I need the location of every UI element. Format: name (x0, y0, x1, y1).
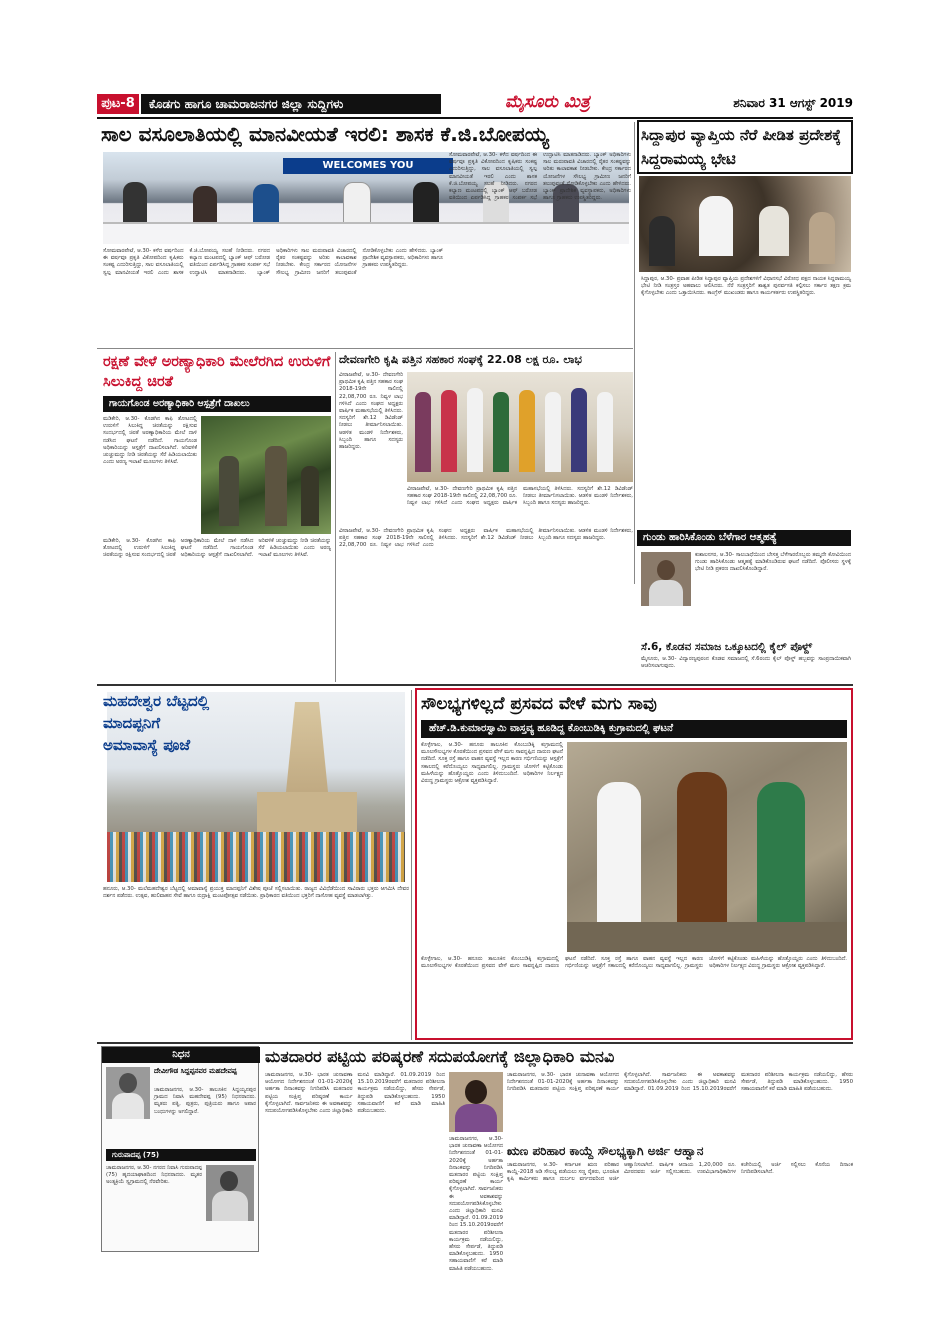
story9-portrait (449, 1072, 503, 1132)
newspaper-page (97, 92, 853, 1272)
story4-headline: ದೇವಣಗೇರಿ ಕೃಷಿ ಪತ್ತಿನ ಸಹಕಾರ ಸಂಘಕ್ಕೆ 22.08 ಲಕ್ಷ ರೂ. ಲಾಭ (339, 353, 582, 366)
story5-headline: ಗುಂಡು ಹಾರಿಸಿಕೊಂಡು ಬೆಳೆಗಾರ ಆತ್ಮಹತ್ಯೆ (637, 530, 851, 546)
story3-subhead: ಗಾಯಗೊಂಡ ಅರಣ್ಯಾಧಿಕಾರಿ ಆಸ್ಪತ್ರೆಗೆ ದಾಖಲು (103, 396, 331, 412)
story10-body: ಚಾಮರಾಜನಗರ, ಆ.30- ಕರ್ನಾಟಕ ಋಣ ಪರಿಹಾರ ಕಾಯ್ದೆ-2018 ಅಡಿ ಸೌಲಭ್ಯ ಪಡೆಯಲು ಸಣ್ಣ ರೈತರು, ಭೂರಹಿತ ಕೃಷಿ ಕಾರ್ಮಿಕರು ಹಾಗೂ ದುರ್ಬಲ ವರ್ಗದವರಿಂದ ಅರ್ಜಿ ಆಹ್ವಾನಿಸಲಾಗಿದೆ. ವಾರ್ಷಿಕ ಆದಾಯ 1,20,000 ರೂ. ಮೀರದವರು ಅರ್ಜಿ ಸಲ್ಲಿಸಬಹುದು. ಉಪವಿಭಾಗಾಧಿಕಾರಿಗಳ ಕಚೇರಿಯಲ್ಲಿ ಅರ್ಜಿ ಸಲ್ಲಿಸಲು ಕೊನೆಯ ದಿನಾಂಕ ನಿಗದಿಪಡಿಸಲಾಗಿದೆ. (507, 1162, 853, 1183)
story3-body: ಮಡಿಕೇರಿ, ಆ.30- ಕೊಡಗಿನ ಕಾಫಿ ತೋಟದಲ್ಲಿ ಉರುಳಿಗೆ ಸಿಲುಕಿದ್ದ ಚಿರತೆಯನ್ನು ರಕ್ಷಿಸುವ ಸಂದರ್ಭದಲ್ಲಿ ಚಿರತೆ ಅರಣ್ಯಾಧಿಕಾರಿಯ ಮೇಲೆ ದಾಳಿ ನಡೆಸಿದ ಘಟನೆ ನಡೆದಿದೆ. ಗಾಯಗೊಂಡ ಅಧಿಕಾರಿಯನ್ನು ಆಸ್ಪತ್ರೆಗೆ ದಾಖಲಿಸಲಾಗಿದೆ. ಅರಿವಳಿಕೆ ಚುಚ್ಚುಮದ್ದು ನೀಡಿ ಚಿರತೆಯನ್ನು ಸೆರೆ ಹಿಡಿಯಲಾಯಿತು ಎಂದು ಅರಣ್ಯ ಇಲಾಖೆ ಮೂಲಗಳು ತಿಳಿಸಿವೆ. (103, 416, 197, 466)
story2-headline: ಸಿದ್ದಾಪುರ ವ್ಯಾಪ್ತಿಯ ನೆರೆ ಪೀಡಿತ ಪ್ರದೇಶಕ್ಕೆ ಸಿದ್ದರಾಮಯ್ಯ ಭೇಟಿ (641, 126, 841, 168)
story1-body: ಸೋಮವಾರಪೇಟೆ, ಆ.30- ಕಳೆದ ವರ್ಷದಿಂದ ಈ ವರ್ಷವೂ ಪ್ರಕೃತಿ ವಿಕೋಪದಿಂದ ಕೃಷಿಕರು ಸಂಕಷ್ಟ ಎದುರಿಸುತ್ತಿದ್ದು, ಸಾಲ ವಸೂಲಾತಿಯಲ್ಲಿ ಸ್ವಲ್ಪ ಮಾನವೀಯತೆ ಇರಲಿ ಎಂದು ಶಾಸಕ ಕೆ.ಜಿ.ಬೋಪಯ್ಯ ಸಲಹೆ ನೀಡಿದರು. ನಗರದ ಕಲ್ಯಾಣ ಮಂಟಪದಲ್ಲಿ ಬ್ಯಾಂಕ್ ಆಫ್ ಬರೋಡ ವತಿಯಿಂದ ಏರ್ಪಡಿಸಿದ್ದ ಗ್ರಾಹಕರ ಸಂಪರ್ಕ ಸಭೆ ಉದ್ಘಾಟಿಸಿ ಮಾತನಾಡಿದರು. ಬ್ಯಾಂಕ್ ಅಧಿಕಾರಿಗಳು ಸಾಲ ಮರುಪಾವತಿ ವಿಚಾರದಲ್ಲಿ ರೈತರ ಸಂಕಷ್ಟವನ್ನು ಅರಿತು ಕಾಲಾವಕಾಶ ನೀಡಬೇಕು. ಕೇಂದ್ರ ಸರ್ಕಾರದ ಯೋಜನೆಗಳ ಸೌಲಭ್ಯ ಗ್ರಾಮೀಣ ಜನರಿಗೆ ತಲುಪುವಂತೆ ನೋಡಿಕೊಳ್ಳಬೇಕು ಎಂದು ಹೇಳಿದರು. ಬ್ಯಾಂಕ್ ಪ್ರಾದೇಶಿಕ ವ್ಯವಸ್ಥಾಪಕರು, ಅಧಿಕಾರಿಗಳು ಹಾಗೂ ಗ್ರಾಹಕರು ಉಪಸ್ಥಿತರಿದ್ದರು. (103, 248, 443, 276)
story2-photo (639, 176, 851, 272)
obituary-photo-2 (206, 1165, 254, 1221)
story4-body: ವೀರಾಜಪೇಟೆ, ಆ.30- ದೇವಣಗೇರಿ ಪ್ರಾಥಮಿಕ ಕೃಷಿ ಪತ್ತಿನ ಸಹಕಾರ ಸಂಘ 2018-19ನೇ ಸಾಲಿನಲ್ಲಿ 22,08,700 ರೂ. ನಿವ್ವಳ ಲಾಭ ಗಳಿಸಿದೆ ಎಂದು ಸಂಘದ ಅಧ್ಯಕ್ಷರು ವಾರ್ಷಿಕ ಮಹಾಸಭೆಯಲ್ಲಿ ತಿಳಿಸಿದರು. ಸದಸ್ಯರಿಗೆ ಶೇ.12 ಡಿವಿಡೆಂಡ್ ನೀಡಲು ತೀರ್ಮಾನಿಸಲಾಯಿತು. ಆಡಳಿತ ಮಂಡಳಿ ನಿರ್ದೇಶಕರು, ಸಿಬ್ಬಂದಿ ಹಾಗೂ ಸದಸ್ಯರು ಹಾಜರಿದ್ದರು. (339, 372, 403, 451)
story6-body: ಮೈಸೂರು, ಆ.30- ವಿದ್ಯಾರಣ್ಯಪುರಂನ ಕೊಡವ ಸಮಾಜದಲ್ಲಿ ಸೆ.6ರಂದು ಕೈಲ್ ಪೊಳ್ದ್ ಹಬ್ಬವನ್ನು ಸಾಂಪ್ರದಾಯಿಕವಾಗಿ ಆಚರಿಸಲಾಗುವುದು. (641, 656, 851, 670)
story7-headline-line1: ಮಹದೇಶ್ವರ ಬೆಟ್ಟದಲ್ಲಿ (103, 692, 210, 710)
story9-headline: ಮತದಾರರ ಪಟ್ಟಿಯ ಪರಿಷ್ಕರಣೆ ಸದುಪಯೋಗಕ್ಕೆ ಜಿಲ್ಲಾಧಿಕಾರಿ ಮನವಿ (265, 1047, 615, 1066)
story7-headline-line2: ಮಾದಪ್ಪನಿಗೆ (103, 714, 161, 732)
story4-body-cont: ವೀರಾಜಪೇಟೆ, ಆ.30- ದೇವಣಗೇರಿ ಪ್ರಾಥಮಿಕ ಕೃಷಿ ಪತ್ತಿನ ಸಹಕಾರ ಸಂಘ 2018-19ನೇ ಸಾಲಿನಲ್ಲಿ 22,08,700 ರೂ. ನಿವ್ವಳ ಲಾಭ ಗಳಿಸಿದೆ ಎಂದು ಸಂಘದ ಅಧ್ಯಕ್ಷರು ವಾರ್ಷಿಕ ಮಹಾಸಭೆಯಲ್ಲಿ ತಿಳಿಸಿದರು. ಸದಸ್ಯರಿಗೆ ಶೇ.12 ಡಿವಿಡೆಂಡ್ ನೀಡಲು ತೀರ್ಮಾನಿಸಲಾಯಿತು. ಆಡಳಿತ ಮಂಡಳಿ ನಿರ್ದೇಶಕರು, ಸಿಬ್ಬಂದಿ ಹಾಗೂ ಸದಸ್ಯರು ಹಾಜರಿದ್ದರು. (407, 486, 633, 507)
mid-rule (97, 684, 853, 686)
story4-body-more: ವೀರಾಜಪೇಟೆ, ಆ.30- ದೇವಣಗೇರಿ ಪ್ರಾಥಮಿಕ ಕೃಷಿ ಪತ್ತಿನ ಸಹಕಾರ ಸಂಘ 2018-19ನೇ ಸಾಲಿನಲ್ಲಿ 22,08,700 ರೂ. ನಿವ್ವಳ ಲಾಭ ಗಳಿಸಿದೆ ಎಂದು ಸಂಘದ ಅಧ್ಯಕ್ಷರು ವಾರ್ಷಿಕ ಮಹಾಸಭೆಯಲ್ಲಿ ತಿಳಿಸಿದರು. ಸದಸ್ಯರಿಗೆ ಶೇ.12 ಡಿವಿಡೆಂಡ್ ನೀಡಲು ತೀರ್ಮಾನಿಸಲಾಯಿತು. ಆಡಳಿತ ಮಂಡಳಿ ನಿರ್ದೇಶಕರು, ಸಿಬ್ಬಂದಿ ಹಾಗೂ ಸದಸ್ಯರು ಹಾಜರಿದ್ದರು. (339, 528, 633, 549)
obituary-name-2: ಗುರುಪಾದಪ್ಪ (75) (106, 1149, 256, 1161)
story4-photo (407, 372, 633, 482)
story5-body: ಕುಶಾಲನಗರ, ಆ.30- ಸಾಲಬಾಧೆಯಿಂದ ಬೇಸತ್ತ ಬೆಳೆಗಾರರೊಬ್ಬರು ತಮ್ಮದೇ ಕೋವಿಯಿಂದ ಗುಂಡು ಹಾರಿಸಿಕೊಂಡು ಆತ್ಮಹತ್ಯೆ ಮಾಡಿಕೊಂಡಿರುವ ಘಟನೆ ನಡೆದಿದೆ. ಪೊಲೀಸರು ಸ್ಥಳಕ್ಕೆ ಭೇಟಿ ನೀಡಿ ಪ್ರಕರಣ ದಾಖಲಿಸಿಕೊಂಡಿದ್ದಾರೆ. (695, 552, 851, 573)
column-rule-2 (335, 352, 336, 682)
story3-headline: ರಕ್ಷಣೆ ವೇಳೆ ಅರಣ್ಯಾಧಿಕಾರಿ ಮೇಲೆರಗಿದ ಉರುಳಿಗೆ ಸಿಲುಕಿದ್ದ ಚಿರತೆ (103, 354, 331, 390)
column-rule-3 (411, 690, 412, 1040)
header-rule (97, 117, 853, 119)
section-title: ಕೊಡಗು ಹಾಗೂ ಚಾಮರಾಜನಗರ ಜಿಲ್ಲಾ ಸುದ್ದಿಗಳು (141, 94, 441, 114)
story9-body-cont: ಚಾಮರಾಜನಗರ, ಆ.30- ಭಾರತ ಚುನಾವಣಾ ಆಯೋಗದ ನಿರ್ದೇಶನದಂತೆ 01-01-2020ಕ್ಕೆ ಅರ್ಹತಾ ದಿನಾಂಕವನ್ನು ನಿಗದಿಪಡಿಸಿ ಮತದಾರರ ಪಟ್ಟಿಯ ಸಂಕ್ಷಿಪ್ತ ಪರಿಷ್ಕರಣೆ ಕಾರ್ಯ ಕೈಗೊಳ್ಳಲಾಗಿದೆ. ಸಾರ್ವಜನಿಕರು ಈ ಅವಕಾಶವನ್ನು ಸದುಪಯೋಗಪಡಿಸಿಕೊಳ್ಳಬೇಕು ಎಂದು ಜಿಲ್ಲಾಧಿಕಾರಿ ಮನವಿ ಮಾಡಿದ್ದಾರೆ. 01.09.2019 ರಿಂದ 15.10.2019ರವರೆಗೆ ಮತದಾರರ ಪರಿಶೀಲನಾ ಕಾರ್ಯಕ್ರಮ ನಡೆಯಲಿದ್ದು, ಹೆಸರು ಸೇರ್ಪಡೆ, ತಿದ್ದುಪಡಿ ಮಾಡಿಕೊಳ್ಳಬಹುದು. 1950 ಸಹಾಯವಾಣಿಗೆ ಕರೆ ಮಾಡಿ ಮಾಹಿತಿ ಪಡೆಯಬಹುದು. (449, 1136, 503, 1272)
story3-photo (201, 416, 331, 534)
story6-headline: ಸೆ.6, ಕೊಡವ ಸಮಾಜ ಒಕ್ಕೂಟದಲ್ಲಿ ಕೈಲ್ ಪೊಳ್ದ್ (641, 641, 813, 653)
obituary-title: ನಿಧನ (102, 1047, 260, 1063)
story8-body-cont: ಕೊಳ್ಳೇಗಾಲ, ಆ.30- ಹನೂರು ತಾಲೂಕಿನ ಕೊಂಬುಡಿಕ್ಕಿ ಕುಗ್ರಾಮದಲ್ಲಿ ಮೂಲಸೌಲಭ್ಯಗಳ ಕೊರತೆಯಿಂದ ಪ್ರಸವದ ವೇಳೆ ಮಗು ಸಾವನ್ನಪ್ಪಿದ ದಾರುಣ ಘಟನೆ ನಡೆದಿದೆ. ಸೂಕ್ತ ರಸ್ತೆ ಹಾಗೂ ವಾಹನ ವ್ಯವಸ್ಥೆ ಇಲ್ಲದ ಕಾರಣ ಗರ್ಭಿಣಿಯನ್ನು ಆಸ್ಪತ್ರೆಗೆ ಸಕಾಲದಲ್ಲಿ ಕರೆದೊಯ್ಯಲು ಸಾಧ್ಯವಾಗಲಿಲ್ಲ. ಗ್ರಾಮಸ್ಥರು ಜೋಳಿಗೆ ಕಟ್ಟಿಕೊಂಡು ಮಹಿಳೆಯನ್ನು ಹೊತ್ತೊಯ್ದರು ಎಂದು ತಿಳಿದುಬಂದಿದೆ. ಅಧಿಕಾರಿಗಳ ನಿರ್ಲಕ್ಷ್ಯದ ವಿರುದ್ಧ ಗ್ರಾಮಸ್ಥರು ಆಕ್ರೋಶ ವ್ಯಕ್ತಪಡಿಸಿದ್ದಾರೆ. (421, 956, 847, 970)
story9-body: ಚಾಮರಾಜನಗರ, ಆ.30- ಭಾರತ ಚುನಾವಣಾ ಆಯೋಗದ ನಿರ್ದೇಶನದಂತೆ 01-01-2020ಕ್ಕೆ ಅರ್ಹತಾ ದಿನಾಂಕವನ್ನು ನಿಗದಿಪಡಿಸಿ ಮತದಾರರ ಪಟ್ಟಿಯ ಸಂಕ್ಷಿಪ್ತ ಪರಿಷ್ಕರಣೆ ಕಾರ್ಯ ಕೈಗೊಳ್ಳಲಾಗಿದೆ. ಸಾರ್ವಜನಿಕರು ಈ ಅವಕಾಶವನ್ನು ಸದುಪಯೋಗಪಡಿಸಿಕೊಳ್ಳಬೇಕು ಎಂದು ಜಿಲ್ಲಾಧಿಕಾರಿ ಮನವಿ ಮಾಡಿದ್ದಾರೆ. 01.09.2019 ರಿಂದ 15.10.2019ರವರೆಗೆ ಮತದಾರರ ಪರಿಶೀಲನಾ ಕಾರ್ಯಕ್ರಮ ನಡೆಯಲಿದ್ದು, ಹೆಸರು ಸೇರ್ಪಡೆ, ತಿದ್ದುಪಡಿ ಮಾಡಿಕೊಳ್ಳಬಹುದು. 1950 ಸಹಾಯವಾಣಿಗೆ ಕರೆ ಮಾಡಿ ಮಾಹಿತಿ ಪಡೆಯಬಹುದು. (265, 1072, 445, 1115)
masthead-logo: ಮೈಸೂರು ಮಿತ್ರ (505, 92, 590, 112)
obituary-body-2: ಚಾಮರಾಜನಗರ, ಆ.30- ನಗರದ ನಿವಾಸಿ ಗುರುಪಾದಪ್ಪ (75) ಹೃದಯಾಘಾತದಿಂದ ನಿಧನರಾದರು. ಮೃತರ ಅಂತ್ಯಕ್ರಿಯೆ ಸ್ವಗ್ರಾಮದಲ್ಲಿ ನೆರವೇರಿತು. (106, 1165, 202, 1186)
obituary-body-1: ಚಾಮರಾಜನಗರ, ಆ.30- ತಾಲೂಕಿನ ಸಿದ್ದಯ್ಯನಪುರ ಗ್ರಾಮದ ನಿವಾಸಿ ಮಹದೇವಪ್ಪ (95) ನಿಧನರಾದರು. ಮೃತರು ಪತ್ನಿ, ಪುತ್ರರು, ಪುತ್ರಿಯರು ಹಾಗೂ ಅಪಾರ ಬಂಧುಗಳನ್ನು ಅಗಲಿದ್ದಾರೆ. (154, 1087, 256, 1115)
row-rule (97, 348, 633, 349)
story1-headline: ಸಾಲ ವಸೂಲಾತಿಯಲ್ಲಿ ಮಾನವೀಯತೆ ಇರಲಿ: ಶಾಸಕ ಕೆ.ಜಿ.ಬೋಪಯ್ಯ (101, 122, 549, 146)
story8-headline: ಸೌಲಭ್ಯಗಳಿಲ್ಲದೆ ಪ್ರಸವದ ವೇಳೆ ಮಗು ಸಾವು (421, 694, 657, 714)
lower-rule (97, 1042, 853, 1044)
issue-date: ಶನಿವಾರ 31 ಆಗಸ್ಟ್ 2019 (733, 96, 853, 110)
story7-headline (103, 690, 271, 756)
story5-portrait (641, 552, 691, 606)
page-header (97, 92, 853, 116)
story10-headline: ಋಣ ಪರಿಹಾರ ಕಾಯ್ದೆ ಸೌಲಭ್ಯಕ್ಕಾಗಿ ಅರ್ಜಿ ಆಹ್ವಾನ (507, 1144, 704, 1158)
page-number: ಪುಟ-8 (97, 94, 139, 114)
story3-body-cont: ಮಡಿಕೇರಿ, ಆ.30- ಕೊಡಗಿನ ಕಾಫಿ ತೋಟದಲ್ಲಿ ಉರುಳಿಗೆ ಸಿಲುಕಿದ್ದ ಚಿರತೆಯನ್ನು ರಕ್ಷಿಸುವ ಸಂದರ್ಭದಲ್ಲಿ ಚಿರತೆ ಅರಣ್ಯಾಧಿಕಾರಿಯ ಮೇಲೆ ದಾಳಿ ನಡೆಸಿದ ಘಟನೆ ನಡೆದಿದೆ. ಗಾಯಗೊಂಡ ಅಧಿಕಾರಿಯನ್ನು ಆಸ್ಪತ್ರೆಗೆ ದಾಖಲಿಸಲಾಗಿದೆ. ಅರಿವಳಿಕೆ ಚುಚ್ಚುಮದ್ದು ನೀಡಿ ಚಿರತೆಯನ್ನು ಸೆರೆ ಹಿಡಿಯಲಾಯಿತು ಎಂದು ಅರಣ್ಯ ಇಲಾಖೆ ಮೂಲಗಳು ತಿಳಿಸಿವೆ. (103, 538, 331, 559)
story7-headline-line3: ಅಮಾವಾಸ್ಯೆ ಪೂಜೆ (103, 736, 191, 754)
story8-subhead: ಹೆಚ್.ಡಿ.ಕುಮಾರಸ್ವಾಮಿ ವಾಸ್ತವ್ಯ ಹೂಡಿದ್ದ ಕೊಂಬುಡಿಕ್ಕಿ ಕುಗ್ರಾಮದಲ್ಲಿ ಘಟನೆ (421, 720, 847, 738)
story7-body: ಹನೂರು, ಆ.30- ಮಲೆಮಹದೇಶ್ವರ ಬೆಟ್ಟದಲ್ಲಿ ಅಮಾವಾಸ್ಯೆ ಪ್ರಯುಕ್ತ ಮಾದಪ್ಪನಿಗೆ ವಿಶೇಷ ಪೂಜೆ ಸಲ್ಲಿಸಲಾಯಿತು. ರಾಜ್ಯದ ವಿವಿಧೆಡೆಯಿಂದ ಸಾವಿರಾರು ಭಕ್ತರು ಆಗಮಿಸಿ ದೇವರ ದರ್ಶನ ಪಡೆದರು. ಉತ್ಸವ, ಹುಲಿವಾಹನ ಸೇವೆ ಹಾಗೂ ರುದ್ರಾಕ್ಷಿ ಮಂಟಪೋತ್ಸವ ನಡೆಯಿತು. ಪ್ರಾಧಿಕಾರದ ವತಿಯಿಂದ ಭಕ್ತರಿಗೆ ದಾಸೋಹ ವ್ಯವಸ್ಥೆ ಮಾಡಲಾಗಿತ್ತು. (103, 886, 409, 900)
welcome-banner: WELCOMES YOU (283, 158, 453, 174)
story2-body: ಸಿದ್ದಾಪುರ, ಆ.30- ಪ್ರವಾಹ ಪೀಡಿತ ಸಿದ್ದಾಪುರ ವ್ಯಾಪ್ತಿಯ ಪ್ರದೇಶಗಳಿಗೆ ವಿಧಾನಸಭೆ ವಿರೋಧ ಪಕ್ಷದ ನಾಯಕ ಸಿದ್ದರಾಮಯ್ಯ ಭೇಟಿ ನೀಡಿ ಸಂತ್ರಸ್ತರ ಅಹವಾಲು ಆಲಿಸಿದರು. ನೆರೆ ಸಂತ್ರಸ್ತರಿಗೆ ಶಾಶ್ವತ ಪುನರ್ವಸತಿ ಕಲ್ಪಿಸಲು ಸರ್ಕಾರ ತಕ್ಷಣ ಕ್ರಮ ಕೈಗೊಳ್ಳಬೇಕು ಎಂದು ಒತ್ತಾಯಿಸಿದರು. ಕಾಂಗ್ರೆಸ್ ಮುಖಂಡರು ಹಾಗೂ ಕಾರ್ಯಕರ್ತರು ಉಪಸ್ಥಿತರಿದ್ದರು. (641, 276, 851, 297)
story8-photo (567, 742, 847, 952)
story9-body-more: ಚಾಮರಾಜನಗರ, ಆ.30- ಭಾರತ ಚುನಾವಣಾ ಆಯೋಗದ ನಿರ್ದೇಶನದಂತೆ 01-01-2020ಕ್ಕೆ ಅರ್ಹತಾ ದಿನಾಂಕವನ್ನು ನಿಗದಿಪಡಿಸಿ ಮತದಾರರ ಪಟ್ಟಿಯ ಸಂಕ್ಷಿಪ್ತ ಪರಿಷ್ಕರಣೆ ಕಾರ್ಯ ಕೈಗೊಳ್ಳಲಾಗಿದೆ. ಸಾರ್ವಜನಿಕರು ಈ ಅವಕಾಶವನ್ನು ಸದುಪಯೋಗಪಡಿಸಿಕೊಳ್ಳಬೇಕು ಎಂದು ಜಿಲ್ಲಾಧಿಕಾರಿ ಮನವಿ ಮಾಡಿದ್ದಾರೆ. 01.09.2019 ರಿಂದ 15.10.2019ರವರೆಗೆ ಮತದಾರರ ಪರಿಶೀಲನಾ ಕಾರ್ಯಕ್ರಮ ನಡೆಯಲಿದ್ದು, ಹೆಸರು ಸೇರ್ಪಡೆ, ತಿದ್ದುಪಡಿ ಮಾಡಿಕೊಳ್ಳಬಹುದು. 1950 ಸಹಾಯವಾಣಿಗೆ ಕರೆ ಮಾಡಿ ಮಾಹಿತಿ ಪಡೆಯಬಹುದು. (507, 1072, 853, 1093)
story8-body: ಕೊಳ್ಳೇಗಾಲ, ಆ.30- ಹನೂರು ತಾಲೂಕಿನ ಕೊಂಬುಡಿಕ್ಕಿ ಕುಗ್ರಾಮದಲ್ಲಿ ಮೂಲಸೌಲಭ್ಯಗಳ ಕೊರತೆಯಿಂದ ಪ್ರಸವದ ವೇಳೆ ಮಗು ಸಾವನ್ನಪ್ಪಿದ ದಾರುಣ ಘಟನೆ ನಡೆದಿದೆ. ಸೂಕ್ತ ರಸ್ತೆ ಹಾಗೂ ವಾಹನ ವ್ಯವಸ್ಥೆ ಇಲ್ಲದ ಕಾರಣ ಗರ್ಭಿಣಿಯನ್ನು ಆಸ್ಪತ್ರೆಗೆ ಸಕಾಲದಲ್ಲಿ ಕರೆದೊಯ್ಯಲು ಸಾಧ್ಯವಾಗಲಿಲ್ಲ. ಗ್ರಾಮಸ್ಥರು ಜೋಳಿಗೆ ಕಟ್ಟಿಕೊಂಡು ಮಹಿಳೆಯನ್ನು ಹೊತ್ತೊಯ್ದರು ಎಂದು ತಿಳಿದುಬಂದಿದೆ. ಅಧಿಕಾರಿಗಳ ನಿರ್ಲಕ್ಷ್ಯದ ವಿರುದ್ಧ ಗ್ರಾಮಸ್ಥರು ಆಕ್ರೋಶ ವ್ಯಕ್ತಪಡಿಸಿದ್ದಾರೆ. (421, 742, 563, 785)
obituary-box (101, 1046, 259, 1252)
obituary-photo-1 (106, 1067, 150, 1119)
obituary-name-1: ದೇವೀಗೌಡ ಸಿದ್ದಪ್ಪನವರ ಮಹದೇವಪ್ಪ (154, 1067, 237, 1075)
story1-body-cont: ಸೋಮವಾರಪೇಟೆ, ಆ.30- ಕಳೆದ ವರ್ಷದಿಂದ ಈ ವರ್ಷವೂ ಪ್ರಕೃತಿ ವಿಕೋಪದಿಂದ ಕೃಷಿಕರು ಸಂಕಷ್ಟ ಎದುರಿಸುತ್ತಿದ್ದು, ಸಾಲ ವಸೂಲಾತಿಯಲ್ಲಿ ಸ್ವಲ್ಪ ಮಾನವೀಯತೆ ಇರಲಿ ಎಂದು ಶಾಸಕ ಕೆ.ಜಿ.ಬೋಪಯ್ಯ ಸಲಹೆ ನೀಡಿದರು. ನಗರದ ಕಲ್ಯಾಣ ಮಂಟಪದಲ್ಲಿ ಬ್ಯಾಂಕ್ ಆಫ್ ಬರೋಡ ವತಿಯಿಂದ ಏರ್ಪಡಿಸಿದ್ದ ಗ್ರಾಹಕರ ಸಂಪರ್ಕ ಸಭೆ ಉದ್ಘಾಟಿಸಿ ಮಾತನಾಡಿದರು. ಬ್ಯಾಂಕ್ ಅಧಿಕಾರಿಗಳು ಸಾಲ ಮರುಪಾವತಿ ವಿಚಾರದಲ್ಲಿ ರೈತರ ಸಂಕಷ್ಟವನ್ನು ಅರಿತು ಕಾಲಾವಕಾಶ ನೀಡಬೇಕು. ಕೇಂದ್ರ ಸರ್ಕಾರದ ಯೋಜನೆಗಳ ಸೌಲಭ್ಯ ಗ್ರಾಮೀಣ ಜನರಿಗೆ ತಲುಪುವಂತೆ ನೋಡಿಕೊಳ್ಳಬೇಕು ಎಂದು ಹೇಳಿದರು. ಬ್ಯಾಂಕ್ ಪ್ರಾದೇಶಿಕ ವ್ಯವಸ್ಥಾಪಕರು, ಅಧಿಕಾರಿಗಳು ಹಾಗೂ ಗ್ರಾಹಕರು ಉಪಸ್ಥಿತರಿದ್ದರು. (449, 152, 631, 202)
column-rule (634, 122, 635, 584)
